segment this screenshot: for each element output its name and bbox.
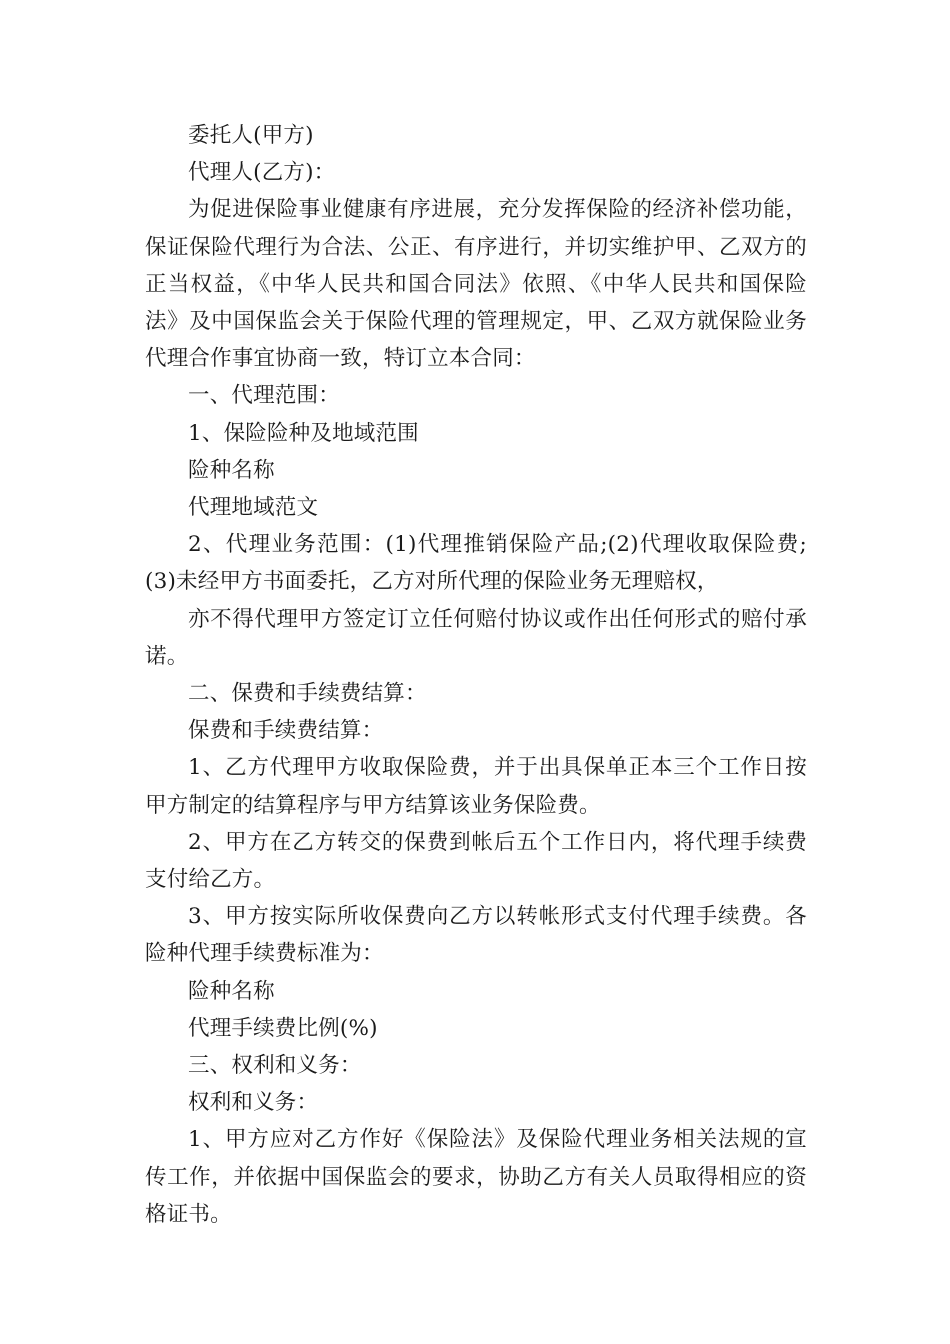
paragraph-settlement-3: 3、甲方按实际所收保费向乙方以转帐形式支付代理手续费。各险种代理手续费标准为： <box>145 904 807 967</box>
paragraph-rights-subheading: 权利和义务： <box>188 1090 319 1116</box>
paragraph-settlement-2: 2、甲方在乙方转交的保费到帐后五个工作日内，将代理手续费支付给乙方。 <box>145 829 807 893</box>
paragraph-agent: 代理人(乙方)： <box>188 160 336 186</box>
paragraph-insurance-type-name: 险种名称 <box>188 457 275 483</box>
paragraph-insurance-type-name-2: 险种名称 <box>188 978 275 1004</box>
paragraph-scope-1: 1、保险险种及地域范围 <box>188 420 419 446</box>
paragraph-settlement-1: 1、乙方代理甲方收取保险费，并于出具保单正本三个工作日按甲方制定的结算程序与甲方结算该业务保险费。 <box>145 755 807 818</box>
paragraph-agency-region: 代理地域范文 <box>188 495 319 521</box>
paragraph-scope-2: 2、代理业务范围：(1)代理推销保险产品;(2)代理收取保险费;(3)未经甲方书面委托，乙方对所代理的保险业务无理赔权， <box>145 532 807 595</box>
document-body <box>145 117 807 1233</box>
paragraph-preamble: 为促进保险事业健康有序进展，充分发挥保险的经济补偿功能，保证保险代理行为合法、公正、有序进行，并切实维护甲、乙双方的正当权益，《中华人民共和国合同法》依照、《中华人民共和国保险法》及中国保监会关于保险代理的管理规定，甲、乙双方就保险业务代理合作事宜协商一致，特订立本合同： <box>145 197 807 372</box>
section-heading-rights: 三、权利和义务： <box>188 1053 362 1079</box>
paragraph-commission-rate: 代理手续费比例(%) <box>188 1015 378 1041</box>
section-heading-scope: 一、代理范围： <box>188 383 340 409</box>
paragraph-principal: 委托人(甲方) <box>188 123 314 148</box>
section-heading-settlement: 二、保费和手续费结算： <box>188 681 427 707</box>
paragraph-settlement-subheading: 保费和手续费结算： <box>188 718 384 744</box>
paragraph-scope-2-continued: 亦不得代理甲方签定订立任何赔付协议或作出任何形式的赔付承诺。 <box>145 606 807 669</box>
paragraph-rights-1: 1、甲方应对乙方作好《保险法》及保险代理业务相关法规的宣传工作，并依据中国保监会的要求，协助乙方有关人员取得相应的资格证书。 <box>145 1127 807 1227</box>
